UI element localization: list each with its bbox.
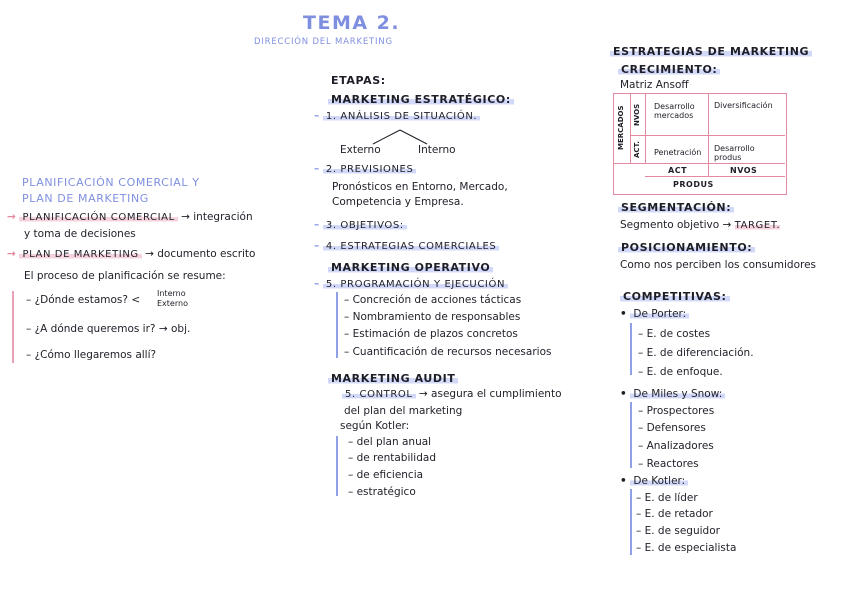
planificacion-comercial-label: PLANIFICACIÓN COMERCIAL xyxy=(19,212,177,223)
step-6-rest: → asegura el cumplimiento xyxy=(418,388,562,400)
miles-item-1: – Prospectores xyxy=(638,405,715,417)
estrategias-heading: ESTRATEGIAS DE MARKETING xyxy=(610,45,812,58)
step-5-label: 5. PROGRAMACIÓN Y EJECUCIÓN xyxy=(323,279,508,290)
step-5-item-3: – Estimación de plazos concretos xyxy=(344,328,518,340)
plan-marketing-rest: → documento escrito xyxy=(145,248,256,260)
bracket-line xyxy=(630,323,632,375)
posicionamiento-heading: POSICIONAMIENTO: xyxy=(618,241,755,254)
planificacion-comercial-item xyxy=(7,211,253,223)
miles-item-2: – Defensores xyxy=(638,422,706,434)
kotler-item-4: – estratégico xyxy=(348,486,416,498)
crecimiento-heading: CRECIMIENTO: xyxy=(618,63,720,76)
matrix-cell-desarrollo-produs: Desarrollo produs xyxy=(714,144,755,162)
porter-item-1: – E. de costes xyxy=(638,328,711,340)
step-3-label: 3. OBJETIVOS: xyxy=(323,220,407,231)
step-5-item-4: – Cuantificación de recursos necesarios xyxy=(344,346,552,358)
etapas-heading: ETAPAS: xyxy=(331,74,386,87)
matrix-col-label: PRODUS xyxy=(673,180,714,189)
planificacion-comercial-cont: y toma de decisiones xyxy=(24,228,136,240)
step-6-label: 5. CONTROL xyxy=(342,389,416,400)
porter-heading: • De Porter: xyxy=(620,308,689,320)
step-1-externo: Externo xyxy=(340,144,381,156)
question-3: – ¿Cómo llegaremos allí? xyxy=(26,349,157,361)
kotler-item-1: – del plan anual xyxy=(348,436,432,448)
step-2-text-2: Competencia y Empresa. xyxy=(332,196,464,208)
question-1-externo: Externo xyxy=(157,299,188,308)
marketing-estrategico-heading: MARKETING ESTRATÉGICO: xyxy=(328,93,514,106)
plan-marketing-label: PLAN DE MARKETING xyxy=(19,249,141,260)
question-2: – ¿A dónde queremos ir? → obj. xyxy=(26,323,191,335)
step-1-interno: Interno xyxy=(418,144,456,156)
step-2: – 2. PREVISIONES xyxy=(314,163,416,175)
step-6-cont: del plan del marketing xyxy=(344,405,463,417)
bracket-line xyxy=(12,291,14,363)
matrix-divider xyxy=(613,163,785,164)
process-intro: El proceso de planificación se resume: xyxy=(24,270,226,282)
step-2-text-1: Pronósticos en Entorno, Mercado, xyxy=(332,181,508,193)
step-3: – 3. OBJETIVOS: xyxy=(314,219,407,231)
porter-item-2: – E. de diferenciación. xyxy=(638,347,754,359)
matrix-divider xyxy=(645,93,646,163)
matrix-cell-desarrollo-mercados: Desarrollo mercados xyxy=(654,102,695,120)
bracket-line xyxy=(336,436,338,496)
bracket-line xyxy=(630,489,632,555)
miles-snow-heading: • De Miles y Snow: xyxy=(620,388,725,400)
step-4: – 4. ESTRATEGIAS COMERCIALES xyxy=(314,240,499,252)
question-1: – ¿Dónde estamos? < xyxy=(26,294,141,306)
step-1: – 1. ANÁLISIS DE SITUACIÓN. xyxy=(314,110,480,122)
matriz-ansoff-label: Matriz Ansoff xyxy=(620,79,689,91)
step-1-label: 1. ANÁLISIS DE SITUACIÓN. xyxy=(323,111,480,122)
planificacion-heading-1: PLANIFICACIÓN COMERCIAL Y xyxy=(22,176,200,189)
bracket-line xyxy=(630,402,632,468)
arrow-icon: → xyxy=(7,248,20,260)
posicionamiento-text: Como nos perciben los consumidores xyxy=(620,259,817,271)
matrix-col-nvos: NVOS xyxy=(730,166,758,175)
planificacion-comercial-rest: → integración xyxy=(181,211,253,223)
kotler-item-3: – de eficiencia xyxy=(348,469,424,481)
question-3-text: ¿Cómo llegaremos allí? xyxy=(34,349,157,361)
matrix-row-act: ACT. xyxy=(633,141,641,158)
kotler-item-2: – de rentabilidad xyxy=(348,452,436,464)
question-1-interno: Interno xyxy=(157,289,186,298)
kotler-strat-item-3: – E. de seguidor xyxy=(636,525,720,537)
page-title: TEMA 2. xyxy=(303,12,401,34)
planificacion-heading-2: PLAN DE MARKETING xyxy=(22,192,149,205)
step-5: – 5. PROGRAMACIÓN Y EJECUCIÓN xyxy=(314,278,508,290)
matrix-divider xyxy=(630,135,785,136)
kotler-strat-item-2: – E. de retador xyxy=(636,508,713,520)
matrix-divider xyxy=(630,93,631,163)
miles-item-4: – Reactores xyxy=(638,458,699,470)
step-5-item-1: – Concreción de acciones tácticas xyxy=(344,294,522,306)
target-label: TARGET. xyxy=(734,220,781,231)
step-6 xyxy=(342,388,562,400)
plan-marketing-item xyxy=(7,248,255,260)
page-subtitle: DIRECCIÓN DEL MARKETING xyxy=(254,37,393,47)
step-5-item-2: – Nombramiento de responsables xyxy=(344,311,521,323)
matrix-row-label: MERCADOS xyxy=(617,105,625,150)
competitivas-heading: COMPETITIVAS: xyxy=(620,290,730,303)
segmentacion-heading: SEGMENTACIÓN: xyxy=(618,201,734,214)
kotler-heading: • De Kotler: xyxy=(620,475,688,487)
kotler-strat-item-1: – E. de líder xyxy=(636,492,698,504)
kotler-strat-item-4: – E. de especialista xyxy=(636,542,737,554)
matrix-col-act: ACT xyxy=(668,166,688,175)
miles-item-3: – Analizadores xyxy=(638,440,714,452)
marketing-operativo-heading: MARKETING OPERATIVO xyxy=(328,261,493,274)
question-1-text: ¿Dónde estamos? xyxy=(34,294,128,306)
bracket-line xyxy=(336,292,338,358)
matrix-row-nvos: NVOS xyxy=(633,103,641,126)
kotler-intro: según Kotler: xyxy=(340,420,410,432)
matrix-cell-diversificacion: Diversificación xyxy=(714,101,773,110)
matrix-divider xyxy=(645,176,785,177)
porter-item-3: – E. de enfoque. xyxy=(638,366,723,378)
step-2-label: 2. PREVISIONES xyxy=(323,164,417,175)
matrix-cell-penetracion: Penetración xyxy=(654,148,702,157)
marketing-audit-heading: MARKETING AUDIT xyxy=(328,372,458,385)
arrow-icon: → xyxy=(7,211,20,223)
question-2-text: ¿A dónde queremos ir? xyxy=(34,323,156,335)
step-4-label: 4. ESTRATEGIAS COMERCIALES xyxy=(323,241,499,252)
question-2-rest: → obj. xyxy=(158,323,191,335)
segmentacion-text: Segmento objetivo → TARGET. xyxy=(620,219,781,231)
